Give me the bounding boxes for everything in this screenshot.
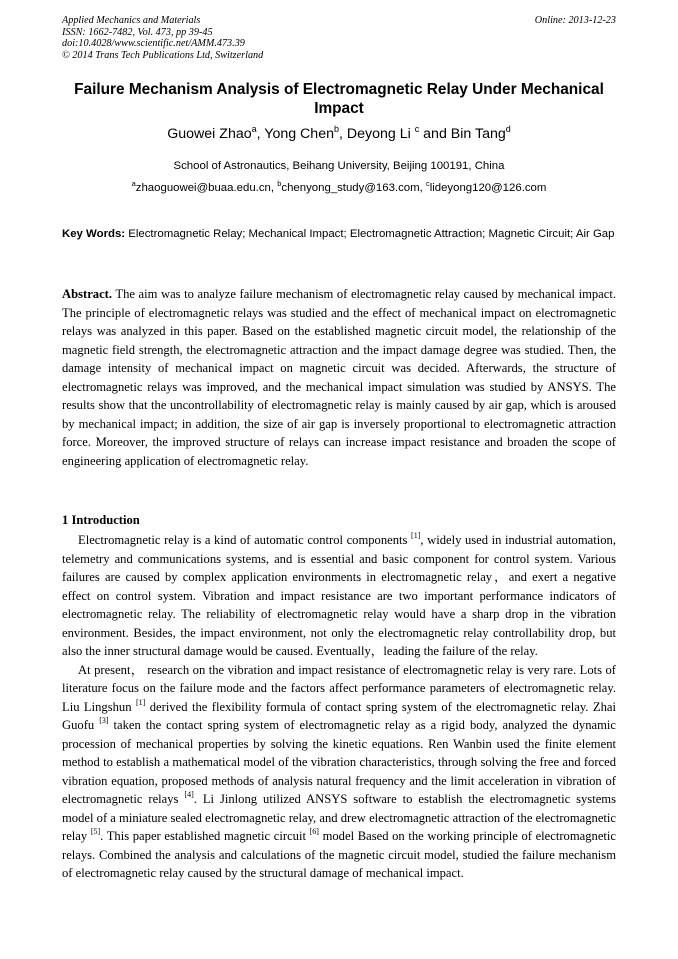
- author: Bin Tang$^d$: [450, 124, 511, 142]
- email-list: [62, 181, 616, 195]
- keywords-text: Electromagnetic Relay; Mechanical Impact; Electromagnetic Attraction; Magnetic Circuit; Air Gap: [128, 228, 615, 240]
- email: $^b$chenyong_study@163.com,: [277, 179, 426, 194]
- intro-paragraph-1: Electromagnetic relay is a kind of automatic control components [1], widely used in industrial automation, telemetry and communications systems, and is essential and basic component for control system. Various failures are caused by complex application environments in electromagnetic relay，and exert a negative effect on control system. Vibration and impact resistance are two important performance indicators of electromagnetic relay. The reliability of electromagnetic relay would have a sharp drop in the vibration environment. Besides, the impact environment, not only the electromagnetic relay controllability drop, but also the inner structural damage would be caused. Eventually，leading the failure of the relay.: [62, 531, 616, 658]
- email: $^a$zhaoguowei@buaa.edu.cn,: [131, 179, 278, 194]
- citation: [1]: [411, 531, 421, 540]
- author: Guowei Zhao$^a$,: [167, 124, 265, 142]
- author: Yong Chen$^b$,: [264, 124, 347, 142]
- author-list: [62, 125, 616, 143]
- keywords-label: Key Words:: [62, 228, 126, 240]
- abstract-label: Abstract.: [62, 287, 113, 301]
- citation: [4]: [184, 790, 194, 799]
- citation: [3]: [99, 716, 109, 725]
- paper-title: Failure Mechanism Analysis of Electromagnetic Relay Under Mechanical Impact: [74, 81, 604, 117]
- issn-line: ISSN: 1662-7482, Vol. 473, pp 39-45: [62, 26, 213, 38]
- keywords: [62, 225, 616, 243]
- introduction-body: [62, 531, 616, 883]
- email: $^c$lideyong120@126.com: [425, 179, 547, 194]
- affiliation: School of Astronautics, Beihang University, Beijing 100191, China: [173, 160, 505, 172]
- author: Deyong Li $^c$ and: [346, 124, 451, 142]
- citation: [5]: [90, 827, 101, 836]
- online-date: Online: 2013-12-23: [534, 15, 616, 26]
- abstract-text: The aim was to analyze failure mechanism of electromagnetic relay caused by mechanical impact. The principle of electromagnetic relays was studied and the effect of mechanical impact on electromagnetic relays was analyzed in this paper. Based on the established magnetic circuit model, the relationship of the magnetic field strength, the electromagnetic attraction and the impact damage degree was studied. Then, the damage intensity of mechanical impact on magnetic circuit was decided. Afterwards, the structure of electromagnetic relays was improved, and the mechanical impact simulation was studied by ANSYS. The results show that the uncontrollability of electromagnetic relay is mainly caused by air gap, which is aroused by mechanical impact; in addition, the size of air gap is inversely proportional to electromagnetic attraction force. Moreover, the improved structure of relays can increase impact resistance and broaden the scope of engineering application of electromagnetic relay.: [62, 287, 617, 468]
- publication-header: [62, 15, 616, 61]
- section-heading-introduction: 1 Introduction: [62, 513, 140, 527]
- intro-paragraph-2: At present， research on the vibration and impact resistance of electromagnetic relay is very rare. Lots of literature focus on the failure mode and the factors affect performance parameters of electromagnetic relay. Liu Lingshun [1] derived the flexibility formula of contact spring system of the electromagnetic relay. Zhai Guofu [3] taken the contact spring system of electromagnetic relay as a rigid body, analyzed the dynamic procession of mechanical properties by solving the kinetic equations. Ren Wanbin used the finite element method to establish a mathematical model of the vibration characteristics, through solving the free and forced vibration equation, proposed methods of analysis natural frequency and the limit acceleration in vibration of electromagnetic relays [4]. Li Jinlong utilized ANSYS software to establish the electromagnetic systems model of a miniature sealed electromagnetic relay, and drew electromagnetic attraction of the electromagnetic relay [5]. This paper established magnetic circuit [6] model Based on the working principle of electromagnetic relays. Combined the analysis and calculations of the magnetic circuit model, studied the failure mechanism of electromagnetic relay caused by the structural damage of mechanical impact.: [62, 662, 617, 880]
- doi-line: doi:10.4028/www.scientific.net/AMM.473.39: [62, 38, 245, 50]
- citation: [1]: [135, 697, 146, 707]
- abstract: [62, 285, 616, 470]
- copyright-line: © 2014 Trans Tech Publications Ltd, Switzerland: [62, 49, 264, 61]
- citation: [6]: [309, 827, 319, 836]
- journal-name: Applied Mechanics and Materials: [62, 15, 201, 26]
